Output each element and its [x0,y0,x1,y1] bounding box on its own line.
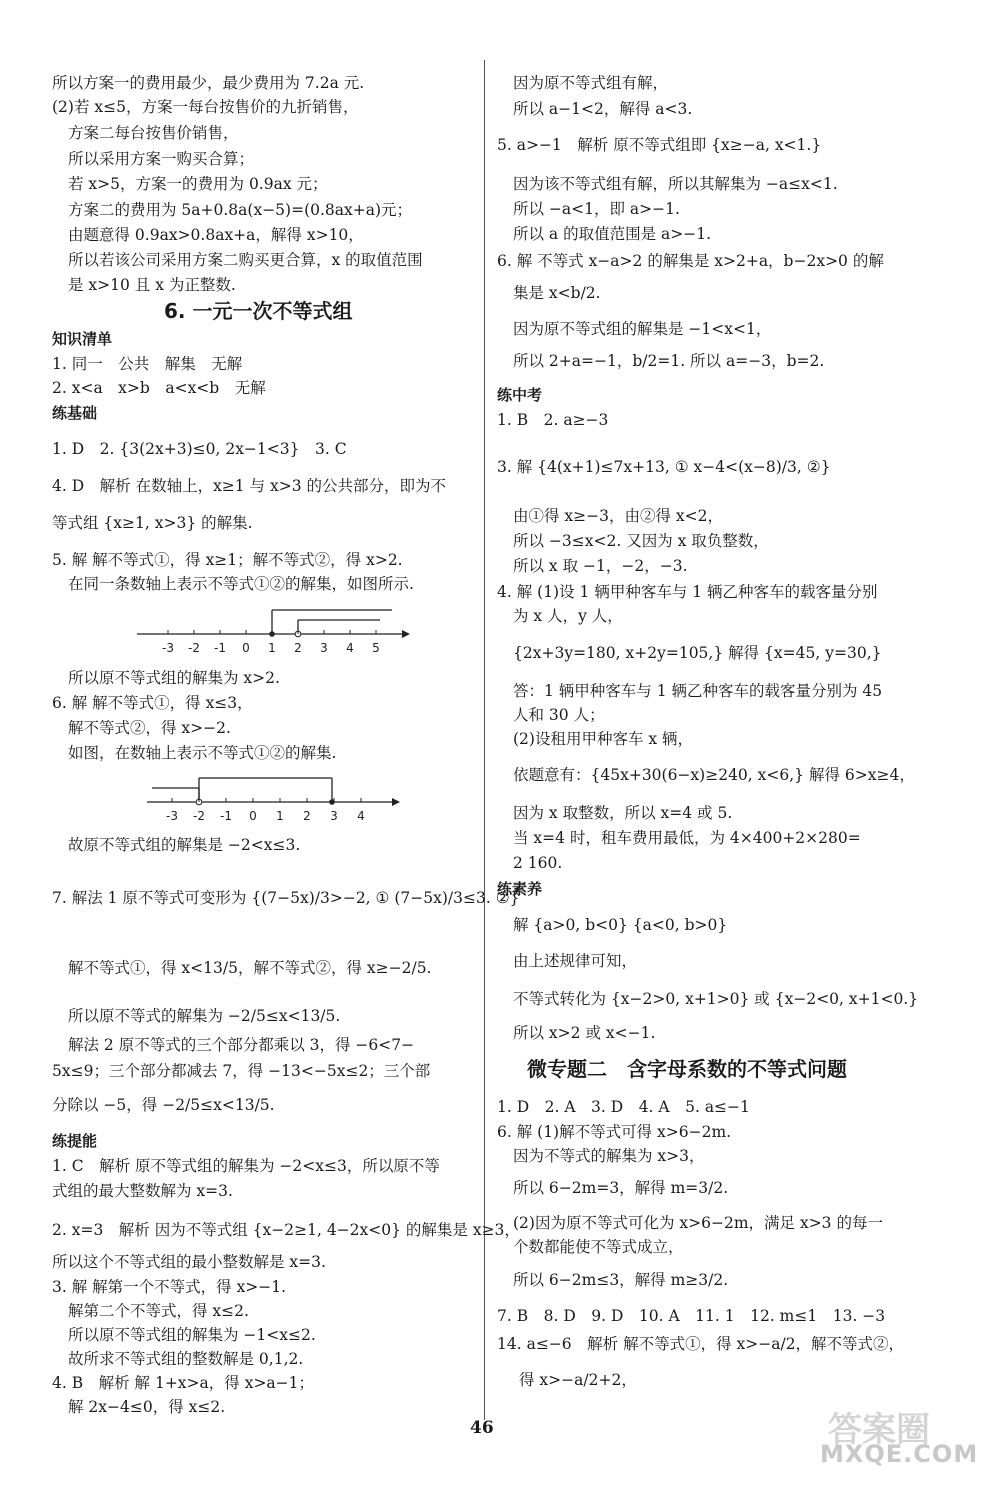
text-line: 为 x 人，y 人， [513,607,623,625]
text-line: 在同一条数轴上表示不等式①②的解集，如图所示. [68,575,414,593]
section-heading: 练基础 [52,404,98,422]
text-line: 因为该不等式组有解，所以其解集为 −a≤x<1. [513,175,838,193]
tick-label: 5 [372,641,380,655]
tick-label: -2 [188,641,200,655]
text-line: 当 x=4 时，租车费用最低，为 4×400+2×280= [513,829,861,847]
text-line: 分除以 −5，得 −2/5≤x<13/5. [52,1096,275,1114]
text-line: 解不等式②，得 x>−2. [68,719,231,737]
tick-label: 2 [294,641,302,655]
tick-label: 0 [242,641,250,655]
text-line: 得 x>−a/2+2， [519,1371,637,1389]
tick-label: -2 [193,809,205,823]
text-line: 式组的最大整数解为 x=3. [52,1182,233,1200]
text-line: 4. D 解析 在数轴上，x≥1 与 x>3 的公共部分，即为不 [52,477,447,495]
text-line: 2. x=3 解析 因为不等式组 {x−2≥1, 4−2x<0} 的解集是 x≥3， [52,1221,520,1239]
text-line: 解法 2 原不等式的三个部分都乘以 3，得 −6<7− [68,1036,415,1054]
text-line: 所以 x 取 −1，−2，−3. [513,557,688,575]
text-line: 6. 解 (1)解不等式可得 x>6−2m. [497,1123,732,1141]
tick-label: 3 [330,809,338,823]
text-line: {2x+3y=180, x+2y=105,} 解得 {x=45, y=30,} [513,644,882,662]
text-line: 所以 x>2 或 x<−1. [513,1024,656,1042]
text-line: 不等式转化为 {x−2>0, x+1>0} 或 {x−2<0, x+1<0.} [513,990,919,1008]
text-line: 答：1 辆甲种客车与 1 辆乙种客车的载客量分别为 45 [513,682,883,700]
text-line: 方案二每台按售价销售， [68,124,239,142]
text-line: 因为 x 取整数，所以 x=4 或 5. [513,804,733,822]
text-line: 解不等式①，得 x<13/5，解不等式②，得 x≥−2/5. [68,959,432,977]
text-line: 人和 30 人； [513,706,605,724]
text-line: 4. 解 (1)设 1 辆甲种客车与 1 辆乙种客车的载客量分别 [497,583,878,601]
text-line: 解 2x−4≤0，得 x≤2. [68,1398,226,1416]
text-line: 14. a≤−6 解析 解不等式①，得 x>−a/2，解不等式②， [497,1335,905,1353]
section-heading: 练提能 [52,1132,98,1150]
text-line: 5. a>−1 解析 原不等式组即 {x≥−a, x<1.} [497,136,822,154]
text-line: 1. D 2. A 3. D 4. A 5. a≤−1 [497,1098,750,1116]
tick-label: -1 [214,641,226,655]
text-line: 6. 解 不等式 x−a>2 的解集是 x>2+a，b−2x>0 的解 [497,252,884,270]
text-line: 解第二个不等式，得 x≤2. [68,1302,249,1320]
text-line: 1. B 2. a≥−3 [497,411,609,429]
tick-label: -3 [162,641,174,655]
text-line: 所以原不等式组的解集为 x>2. [68,669,280,687]
text-line: 7. 解法 1 原不等式可变形为 {(7−5x)/3>−2, ① (7−5x)/3≤3. ②} [52,889,520,907]
text-line: 由上述规律可知， [513,952,638,970]
text-line: 2 160. [513,854,563,872]
tick-label: 2 [303,809,311,823]
tick-label: 4 [346,641,354,655]
text-line: 若 x>5，方案一的费用为 0.9ax 元； [68,175,328,193]
text-line: 集是 x<b/2. [513,284,601,302]
tick-label: 1 [268,641,276,655]
watermark-url: MXQE.COM [820,1440,979,1468]
text-line: 由①得 x≥−3，由②得 x<2， [513,507,724,525]
tick-label: 3 [320,641,328,655]
text-line: 所以 6−2m=3，解得 m=3/2. [513,1179,729,1197]
text-line: 因为不等式的解集为 x>3， [513,1147,705,1165]
text-line: 5x≤9；三个部分都减去 7，得 −13<−5x≤2；三个部 [52,1062,431,1080]
text-line: 所以 6−2m≤3，解得 m≥3/2. [513,1271,729,1289]
text-line: 等式组 {x≥1, x>3} 的解集. [52,514,253,532]
section-heading: 知识清单 [52,330,113,348]
text-line: 1. C 解析 原不等式组的解集为 −2<x≤3，所以原不等 [52,1157,440,1175]
text-line: 故原不等式组的解集是 −2<x≤3. [68,836,301,854]
text-line: 因为原不等式组有解， [513,74,669,92]
section-heading: 练素养 [497,880,543,898]
text-line: (2)因为原不等式可化为 x>6−2m，满足 x>3 的每一 [513,1214,883,1232]
section-title: 微专题二 含字母系数的不等式问题 [527,1057,847,1081]
text-line: 6. 解 解不等式①，得 x≤3， [52,694,253,712]
tick-label: -1 [220,809,232,823]
text-line: 3. 解 解第一个不等式，得 x>−1. [52,1278,287,1296]
text-line: 2. x<a x>b a<x<b 无解 [52,379,266,397]
text-line: 所以若该公司采用方案二购买更合算，x 的取值范围 [68,251,423,269]
text-line: (2)若 x≤5，方案一每台按售价的九折销售， [52,98,359,116]
number-line-1 [132,602,412,664]
text-line: 所以方案一的费用最少，最少费用为 7.2a 元. [52,74,365,92]
text-line: 1. D 2. {3(2x+3)≤0, 2x−1<3} 3. C [52,440,347,458]
tick-label: 1 [276,809,284,823]
text-line: 是 x>10 且 x 为正整数. [68,276,236,294]
text-line: 个数都能使不等式成立， [513,1238,684,1256]
text-line: 所以 2+a=−1，b/2=1. 所以 a=−3，b=2. [513,352,825,370]
tick-label: -3 [166,809,178,823]
tick-label: 0 [249,809,257,823]
text-line: 所以这个不等式组的最小整数解是 x=3. [52,1253,326,1271]
text-line: 7. B 8. D 9. D 10. A 11. 1 12. m≤1 13. −3 [497,1307,886,1325]
text-line: 所以 a 的取值范围是 a>−1. [513,225,712,243]
tick-label: 4 [357,809,365,823]
text-line: 所以原不等式的解集为 −2/5≤x<13/5. [68,1007,341,1025]
text-line: 故所求不等式组的整数解是 0,1,2. [68,1350,304,1368]
text-line: 因为原不等式组的解集是 −1<x<1， [513,320,772,338]
text-line: 方案二的费用为 5a+0.8a(x−5)=(0.8ax+a)元； [68,201,413,219]
text-line: 所以 −3≤x<2. 又因为 x 取负整数， [513,532,769,550]
page-number: 46 [470,1418,494,1438]
text-line: 1. 同一 公共 解集 无解 [52,355,243,373]
text-line: 依题意有：{45x+30(6−x)≥240, x<6,} 解得 6>x≥4， [513,766,915,784]
number-line-2 [142,770,402,832]
text-line: 如图，在数轴上表示不等式①②的解集. [68,744,337,762]
section-heading: 练中考 [497,386,543,404]
text-line: (2)设租用甲种客车 x 辆， [513,730,694,748]
text-line: 解 {a>0, b<0} {a<0, b>0} [513,916,728,934]
text-line: 3. 解 {4(x+1)≤7x+13, ① x−4<(x−8)/3, ②} [497,458,831,476]
text-line: 5. 解 解不等式①，得 x≥1；解不等式②，得 x>2. [52,551,403,569]
text-line: 所以采用方案一购买合算； [68,150,255,168]
text-line: 所以 −a<1，即 a>−1. [513,200,680,218]
column-divider [484,60,485,1420]
text-line: 4. B 解析 解 1+x>a，得 x>a−1； [52,1374,315,1392]
watermark-logo: 答案圈 [828,1410,930,1450]
text-line: 所以原不等式组的解集为 −1<x≤2. [68,1326,316,1344]
text-line: 由题意得 0.9ax>0.8ax+a，解得 x>10， [68,226,364,244]
section-title: 6. 一元一次不等式组 [164,299,353,323]
text-line: 所以 a−1<2，解得 a<3. [513,100,693,118]
